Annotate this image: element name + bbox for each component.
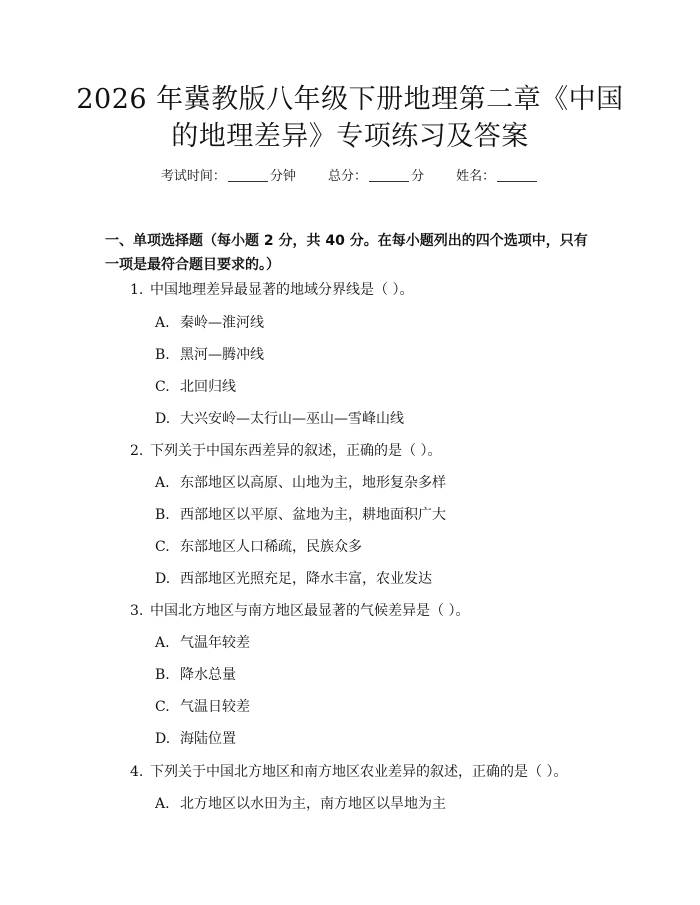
option-text: 北方地区以水田为主，南方地区以旱地为主	[180, 796, 446, 812]
option-letter: A.	[155, 796, 170, 812]
total-score-field	[328, 167, 424, 187]
total-score-blank	[369, 167, 409, 182]
option-letter: D.	[155, 571, 171, 587]
option-text: 大兴安岭—太行山—巫山—雪峰山线	[180, 411, 404, 427]
question-3-option-c	[155, 697, 250, 717]
question-1-option-c	[155, 377, 236, 397]
option-letter: A.	[155, 315, 170, 331]
question-number: 3.	[130, 603, 144, 619]
option-letter: A.	[155, 635, 170, 651]
question-2-option-d	[155, 569, 432, 589]
option-text: 西部地区光照充足，降水丰富，农业发达	[180, 571, 432, 587]
question-text: 下列关于中国北方地区和南方地区农业差异的叙述，正确的是（ ）。	[150, 764, 568, 780]
question-3-option-a	[155, 633, 250, 653]
question-3-option-b	[155, 665, 236, 685]
question-1-option-a	[155, 313, 264, 333]
question-3-option-d	[155, 729, 236, 749]
option-letter: A.	[155, 475, 170, 491]
document-title-line-1: 2026 年冀教版八年级下册地理第二章《中国	[76, 84, 624, 115]
option-text: 东部地区以高原、山地为主，地形复杂多样	[180, 475, 446, 491]
question-4-option-a	[155, 794, 446, 814]
question-text: 中国地理差异最显著的地域分界线是（ ）。	[150, 282, 414, 298]
exam-time-unit: 分钟	[269, 169, 296, 184]
document-title-line-2: 的地理差异》专项练习及答案	[171, 121, 529, 152]
option-text: 东部地区人口稀疏，民族众多	[180, 539, 362, 555]
option-letter: C.	[155, 379, 170, 395]
question-2-option-a	[155, 473, 446, 493]
option-text: 北回归线	[180, 379, 236, 395]
question-text: 中国北方地区与南方地区最显著的气候差异是（ ）。	[150, 603, 470, 619]
option-text: 西部地区以平原、盆地为主，耕地面积广大	[180, 507, 446, 523]
question-2	[130, 441, 441, 461]
option-text: 海陆位置	[180, 731, 236, 747]
question-number: 2.	[130, 443, 144, 459]
student-name-blank	[497, 167, 537, 182]
option-letter: B.	[155, 667, 170, 683]
question-1-option-d	[155, 409, 404, 429]
option-text: 气温年较差	[180, 635, 250, 651]
question-2-option-c	[155, 537, 362, 557]
total-score-unit: 分	[411, 169, 425, 184]
question-4	[130, 762, 567, 782]
question-number: 4.	[130, 764, 144, 780]
student-name-field	[456, 167, 539, 187]
option-text: 降水总量	[180, 667, 236, 683]
exam-time-label: 考试时间：	[160, 169, 226, 184]
question-1	[130, 280, 413, 300]
question-text: 下列关于中国东西差异的叙述，正确的是（ ）。	[150, 443, 442, 459]
option-text: 气温日较差	[180, 699, 250, 715]
question-number: 1.	[130, 282, 144, 298]
question-2-option-b	[155, 505, 446, 525]
option-letter: D.	[155, 411, 171, 427]
section-heading: 一、单项选择题（每小题 2 分，共 40 分。在每小题列出的四个选项中，只有一项是最符合题目要求的。）	[105, 233, 588, 273]
option-letter: B.	[155, 347, 170, 363]
question-1-option-b	[155, 345, 264, 365]
exam-info-line	[0, 167, 700, 187]
total-score-label: 总分：	[327, 169, 367, 184]
option-text: 秦岭—淮河线	[180, 315, 264, 331]
option-letter: B.	[155, 507, 170, 523]
student-name-label: 姓名：	[456, 169, 496, 184]
question-3	[130, 601, 469, 621]
exam-time-blank	[228, 167, 268, 182]
option-letter: D.	[155, 731, 171, 747]
exam-time-field	[161, 167, 296, 187]
option-text: 黑河—腾冲线	[180, 347, 264, 363]
option-letter: C.	[155, 699, 170, 715]
option-letter: C.	[155, 539, 170, 555]
